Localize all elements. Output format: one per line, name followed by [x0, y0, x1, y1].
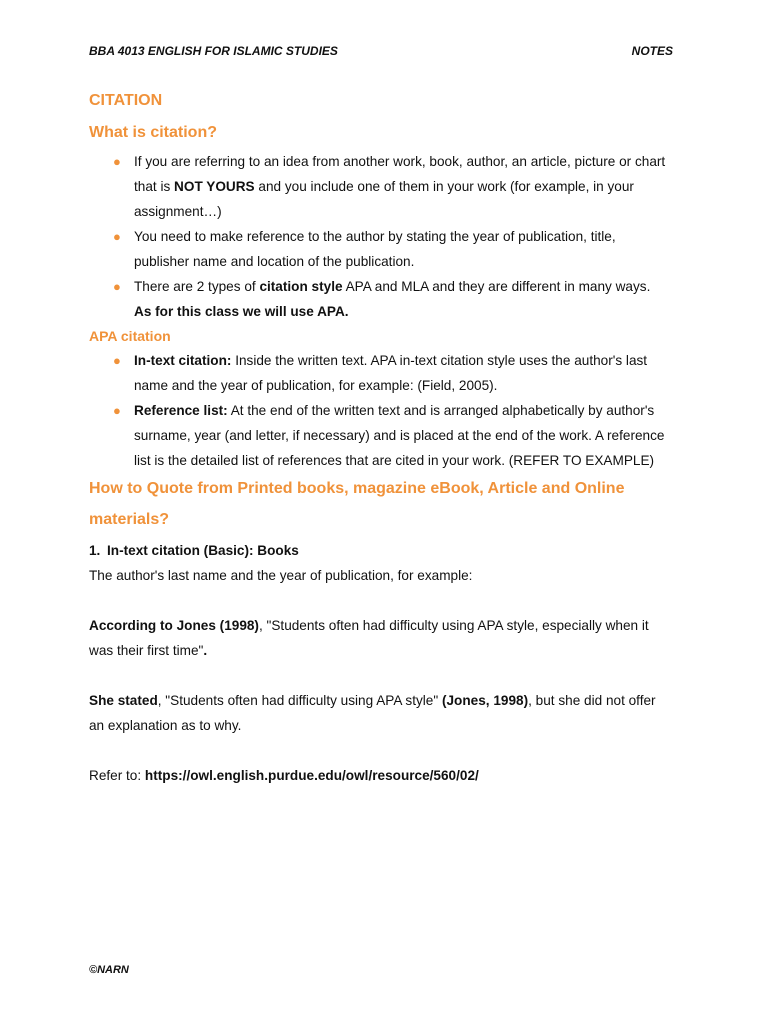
list-item: [89, 224, 679, 274]
emphasis-text: As for this class we will use APA.: [134, 304, 349, 319]
example-text: was their first time": [89, 643, 204, 658]
list-item: [89, 348, 679, 398]
spacer: [89, 588, 679, 613]
bullet-text: assignment…): [134, 204, 222, 219]
bullet-text: that is: [134, 179, 175, 194]
what-is-list: [89, 149, 679, 324]
spacer: [89, 738, 679, 763]
example-text: , but she did not offer: [528, 693, 656, 708]
list-item: [89, 398, 679, 473]
apa-heading: APA citation: [89, 328, 171, 344]
bullet-text: and you include one of them in your work (for example, in your: [254, 179, 634, 194]
example-one: [89, 613, 679, 663]
bullet-icon: ●: [113, 403, 121, 418]
bullet-text: At the end of the written text and is arranged alphabetically by author's: [227, 403, 655, 418]
page-title: CITATION: [89, 92, 163, 109]
emphasis-text: According to Jones (1998): [89, 618, 259, 633]
bullet-text: surname, year (and letter, if necessary) and is placed at the end of the work. A reference: [134, 428, 665, 443]
bullet-icon: ●: [113, 353, 121, 368]
document-body: [89, 89, 679, 788]
apa-list: [89, 348, 679, 473]
emphasis-text: (Jones, 1998): [441, 693, 529, 708]
item-number: 1.: [89, 543, 101, 558]
bullet-text: Inside the written text. APA in-text citation style uses the author's last: [231, 353, 648, 368]
bullet-icon: ●: [113, 279, 121, 294]
emphasis-text: citation style: [259, 279, 343, 294]
bullet-text: You need to make reference to the author by stating the year of publication, title,: [134, 229, 616, 244]
bullet-text: name and the year of publication, for example: (Field, 2005).: [134, 378, 498, 393]
bullet-text: list is the detailed list of references that are cited in your work. (REFER TO EXAMPLE): [134, 453, 655, 468]
intro-text: The author's last name and the year of publication, for example:: [89, 568, 473, 583]
spacer: [89, 663, 679, 688]
course-title: BBA 4013 ENGLISH FOR ISLAMIC STUDIES: [89, 44, 338, 58]
refer-label: Refer to:: [89, 768, 145, 783]
how-to-heading: [89, 473, 679, 535]
bullet-text: There are 2 types of: [134, 279, 260, 294]
example-text: , "Students often had difficulty using APA style": [157, 693, 442, 708]
heading-line: How to Quote from Printed books, magazine eBook, Article and Online: [89, 480, 625, 497]
bullet-text: publisher name and location of the publication.: [134, 254, 415, 269]
page-header: [89, 44, 673, 60]
term-label: In-text citation:: [134, 353, 232, 368]
bullet-text: If you are referring to an idea from another work, book, author, an article, picture or chart: [134, 154, 666, 169]
reference-link[interactable]: https://owl.english.purdue.edu/owl/resource/560/02/: [144, 768, 479, 783]
numbered-heading: [89, 538, 679, 563]
emphasis-text: .: [203, 643, 208, 658]
list-item: [89, 274, 679, 324]
what-is-heading: What is citation?: [89, 124, 217, 141]
bullet-text: APA and MLA and they are different in many ways.: [342, 279, 651, 294]
emphasis-text: She stated: [89, 693, 158, 708]
emphasis-text: NOT YOURS: [174, 179, 255, 194]
heading-line: materials?: [89, 511, 170, 528]
bullet-icon: ●: [113, 154, 121, 169]
term-label: Reference list:: [134, 403, 228, 418]
list-item: [89, 149, 679, 224]
bullet-icon: ●: [113, 229, 121, 244]
refer-line: [89, 763, 679, 788]
item-title: In-text citation (Basic): Books: [107, 543, 299, 558]
notes-label: NOTES: [631, 44, 673, 58]
copyright-footer: ©NARN: [89, 964, 129, 976]
example-two: [89, 688, 679, 738]
example-text: an explanation as to why.: [89, 718, 242, 733]
example-text: , "Students often had difficulty using APA style, especially when it: [258, 618, 649, 633]
